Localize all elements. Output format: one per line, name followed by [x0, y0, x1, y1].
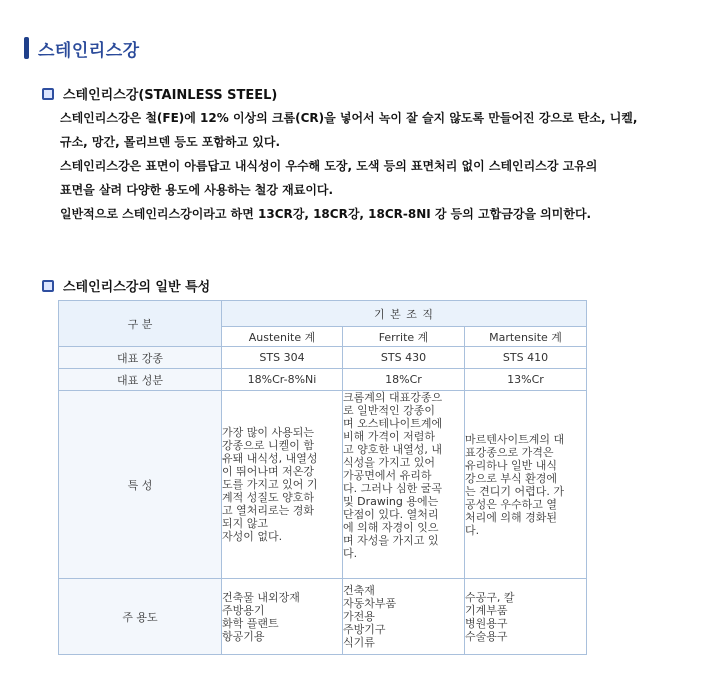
- page-title-text: 스테인리스강: [38, 40, 140, 61]
- paragraph-line: 표면을 살려 다양한 용도에 사용하는 철강 재료이다.: [60, 183, 334, 197]
- cell-grade-martensite: STS 410: [465, 347, 587, 369]
- cell-text-line: 처리에 의해 경화된: [465, 510, 558, 524]
- paragraph-surface: [60, 154, 690, 202]
- cell-text-line: 는 견디기 어렵다. 가: [465, 484, 564, 498]
- row-label-composition: 대표 성분: [59, 369, 222, 391]
- cell-uses-ferrite: [343, 579, 465, 655]
- table-group-header: 기 본 조 직: [222, 301, 587, 327]
- cell-text-line: 병원용구: [465, 616, 508, 630]
- cell-text-line: 로 일반적인 강종이: [343, 404, 436, 417]
- cell-text-line: 다.: [465, 523, 480, 537]
- cell-text-line: 유리하나 일반 내식: [465, 458, 558, 472]
- square-bullet-icon: [42, 88, 54, 100]
- cell-text-line: 유돼 내식성, 내열성: [222, 452, 318, 465]
- cell-text-line: 식성을 가지고 있어: [343, 456, 436, 469]
- cell-text-line: 주방기구: [343, 623, 386, 636]
- cell-uses-austenite: [222, 579, 343, 655]
- cell-composition-austenite: 18%Cr-8%Ni: [222, 369, 343, 391]
- cell-text-line: 수술용구: [465, 629, 508, 643]
- cell-properties-martensite: [465, 391, 587, 579]
- cell-text-line: 비해 가격이 저렴하: [343, 430, 436, 443]
- column-header-austenite: Austenite 계: [222, 327, 343, 347]
- section-heading-properties: [42, 276, 210, 295]
- cell-text-line: 자동차부품: [343, 597, 397, 610]
- column-header-martensite: Martensite 계: [465, 327, 587, 347]
- cell-text-line: 며 오스테나이트계에: [343, 417, 443, 430]
- cell-text-line: 다.: [343, 547, 358, 560]
- cell-text-line: 수공구, 칼: [465, 590, 515, 604]
- cell-text-line: 마르텐사이트계의 대: [465, 432, 565, 446]
- cell-text-line: 가공면에서 유리하: [343, 469, 432, 482]
- cell-text-line: 항공기용: [222, 629, 265, 643]
- cell-composition-martensite: 13%Cr: [465, 369, 587, 391]
- cell-grade-austenite: STS 304: [222, 347, 343, 369]
- column-header-ferrite: Ferrite 계: [343, 327, 465, 347]
- cell-text-line: 강종으로 니켈이 함: [222, 439, 315, 452]
- cell-text-line: 강으로 부식 환경에: [465, 471, 558, 485]
- paragraph-definition: [60, 106, 690, 154]
- cell-text-line: 공성은 우수하고 열: [465, 497, 558, 511]
- cell-text-line: 에 의해 자경이 잇으: [343, 521, 439, 534]
- row-label-uses: 주 용도: [59, 579, 222, 655]
- cell-text-line: 표강종으로 가격은: [465, 445, 554, 459]
- row-label-grade: 대표 강종: [59, 347, 222, 369]
- cell-properties-ferrite: [343, 391, 465, 579]
- paragraph-line: 스테인리스강은 철(FE)에 12% 이상의 크롬(CR)을 넣어서 녹이 잘 슬지 않도록 만들어진 강으로 탄소, 니켈,: [60, 111, 638, 125]
- cell-text-line: 건축물 내외장재: [222, 590, 300, 604]
- cell-text-line: 계적 성질도 양호하: [222, 491, 315, 504]
- row-label-properties: 특 성: [59, 391, 222, 579]
- page-title: [24, 36, 140, 60]
- cell-properties-austenite: [222, 391, 343, 579]
- properties-table: [58, 300, 587, 655]
- paragraph-line: 규소, 망간, 몰리브덴 등도 포함하고 있다.: [60, 135, 281, 149]
- cell-text-line: 건축재: [343, 584, 375, 597]
- cell-text-line: 기계부품: [465, 603, 508, 617]
- cell-text-line: 이 뛰어나며 저온강: [222, 465, 315, 478]
- cell-text-line: 단점이 있다. 열처리: [343, 508, 439, 521]
- paragraph-alloy: [60, 202, 690, 226]
- cell-text-line: 다. 그러나 심한 굴곡: [343, 482, 442, 495]
- paragraph-line: 일반적으로 스테인리스강이라고 하면 13CR강, 18CR강, 18CR-8NI 강 등의 고합금강을 의미한다.: [60, 207, 592, 221]
- paragraph-line: 스테인리스강은 표면이 아름답고 내식성이 우수해 도장, 도색 등의 표면처리 없이 스테인리스강 고유의: [60, 159, 598, 173]
- cell-text-line: 화학 플랜트: [222, 616, 279, 630]
- section-heading-stainless: [42, 84, 277, 103]
- cell-text-line: 크롬계의 대표강종으: [343, 391, 443, 404]
- section-heading-text: 스테인리스강의 일반 특성: [63, 280, 211, 295]
- cell-text-line: 가전용: [343, 610, 375, 623]
- cell-text-line: 고 열처리로는 경화: [222, 504, 315, 517]
- cell-text-line: 자성이 없다.: [222, 530, 283, 543]
- title-accent-bar: [24, 37, 29, 59]
- cell-text-line: 주방용기: [222, 603, 265, 617]
- cell-text-line: 고 양호한 내열성, 내: [343, 443, 442, 456]
- cell-text-line: 며 자성을 가지고 있: [343, 534, 439, 547]
- section-heading-text: 스테인리스강(STAINLESS STEEL): [63, 88, 278, 103]
- cell-text-line: 가장 많이 사용되는: [222, 426, 315, 439]
- cell-grade-ferrite: STS 430: [343, 347, 465, 369]
- cell-uses-martensite: [465, 579, 587, 655]
- cell-composition-ferrite: 18%Cr: [343, 369, 465, 391]
- cell-text-line: 식기류: [343, 636, 375, 649]
- cell-text-line: 도를 가지고 있어 기: [222, 478, 318, 491]
- square-bullet-icon: [42, 280, 54, 292]
- table-corner-header: 구 분: [59, 301, 222, 347]
- cell-text-line: 및 Drawing 용에는: [343, 495, 439, 508]
- cell-text-line: 되지 않고: [222, 517, 269, 530]
